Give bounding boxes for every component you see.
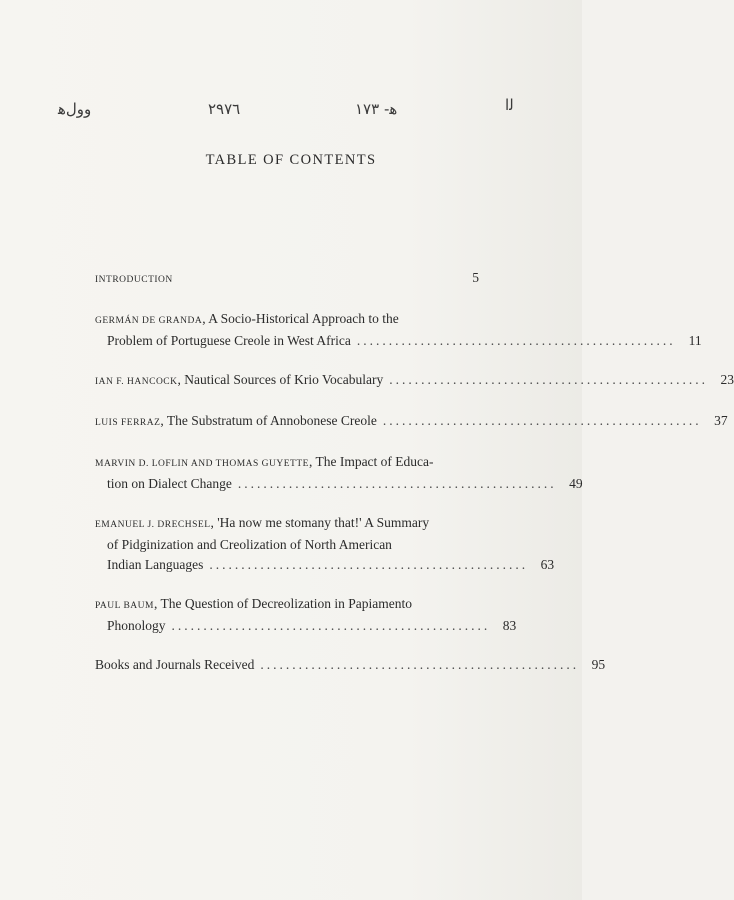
toc-leader-dots: .................................................. xyxy=(209,557,529,572)
toc-title-line: , 'Ha now me stomany that!' A Summary xyxy=(210,515,430,530)
toc-entry-hancock[interactable] xyxy=(95,370,734,392)
handwritten-mark-1: ﻭﻭﻝﻫ xyxy=(58,100,92,118)
toc-leader-dots: .................................................. xyxy=(356,333,676,348)
toc-title-line: Problem of Portuguese Creole in West Africa xyxy=(107,333,351,348)
toc-author: IAN F. HANCOCK xyxy=(95,377,178,387)
toc-title-line: , The Impact of Educa- xyxy=(308,454,434,469)
toc-title-line: , The Question of Decreolization in Papiamento xyxy=(153,596,413,611)
toc-title-line: of Pidginization and Creolization of North American xyxy=(107,537,392,552)
toc-author: PAUL BAUM xyxy=(95,601,154,611)
toc-author: GERMÁN DE GRANDA xyxy=(95,316,203,326)
toc-author: LUIS FERRAZ xyxy=(95,418,161,428)
toc-entry-drechsel[interactable] xyxy=(95,513,555,575)
toc-page-number: 63 xyxy=(540,557,555,572)
toc-entry-baum[interactable] xyxy=(95,594,517,636)
toc-entry-de-granda[interactable] xyxy=(95,309,702,351)
toc-page-number: 37 xyxy=(714,413,728,428)
handwritten-mark-2: ٢٩٧٦ xyxy=(208,100,241,118)
toc-entry-books-journals[interactable] xyxy=(95,655,606,675)
toc-title-line: Indian Languages xyxy=(107,557,204,572)
toc-title-line: , A Socio-Historical Approach to the xyxy=(202,311,399,326)
toc-title-line: tion on Dialect Change xyxy=(107,476,232,491)
toc-leader-dots: .................................................. xyxy=(171,618,491,633)
table-of-contents xyxy=(95,268,734,675)
toc-page-number: 11 xyxy=(688,333,702,348)
toc-leader-dots: .................................................. xyxy=(389,372,708,387)
toc-title-line: Books and Journals Received xyxy=(95,657,255,672)
toc-page-number: 23 xyxy=(720,372,734,387)
toc-title-line: , The Substratum of Annobonese Creole xyxy=(160,413,377,428)
toc-entry-ferraz[interactable] xyxy=(95,411,728,433)
toc-page-number: 83 xyxy=(502,618,517,633)
toc-author: EMANUEL J. DRECHSEL xyxy=(95,520,211,530)
toc-leader-dots: .................................................. xyxy=(237,476,557,491)
toc-title-line: Phonology xyxy=(107,618,166,633)
toc-page-number: 5 xyxy=(472,270,479,285)
handwritten-mark-3: ﻫ- ١٧٣ xyxy=(355,100,398,118)
toc-entry-introduction[interactable] xyxy=(95,268,479,290)
page-title: TABLE OF CONTENTS xyxy=(205,152,377,168)
toc-leader-dots: .................................................. xyxy=(382,413,702,428)
toc-page-number: 95 xyxy=(591,657,606,672)
toc-title-line: , Nautical Sources of Krio Vocabulary xyxy=(177,372,384,387)
toc-entry-loflin-guyette[interactable] xyxy=(95,452,583,494)
toc-entry-label: INTRODUCTION xyxy=(95,275,173,285)
handwritten-mark-4: ﻟﺍ xyxy=(505,96,514,114)
toc-page-number: 49 xyxy=(569,476,583,491)
toc-leader-dots: .................................................. xyxy=(260,657,580,672)
toc-author: MARVIN D. LOFLIN AND THOMAS GUYETTE xyxy=(95,459,309,469)
